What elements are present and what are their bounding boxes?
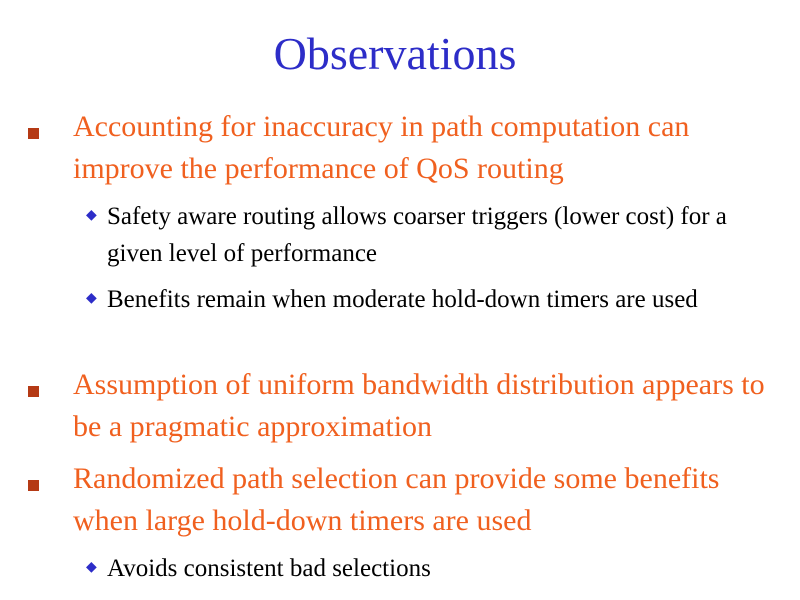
bullet-text: Assumption of uniform bandwidth distribution appears to be a pragmatic approximation [73,368,765,443]
bullet-text: Randomized path selection can provide some benefits when large hold-down timers are used [73,462,720,537]
diamond-bullet-icon: ◆ [86,560,97,575]
sub-bullet-text: Safety aware routing allows coarser triggers (lower cost) for a given level of performance [107,203,727,267]
diamond-bullet-icon: ◆ [86,291,97,306]
sub-bullet-text: Benefits remain when moderate hold-down timers are used [107,286,698,313]
square-bullet-icon [28,480,39,491]
slide-title: Observations [273,28,517,79]
square-bullet-icon [28,128,39,139]
diamond-bullet-icon: ◆ [86,208,97,223]
bullet-text: Accounting for inaccuracy in path computation can improve the performance of QoS routing [73,110,690,185]
square-bullet-icon [28,386,39,397]
sub-bullet-text: Avoids consistent bad selections [107,555,431,582]
